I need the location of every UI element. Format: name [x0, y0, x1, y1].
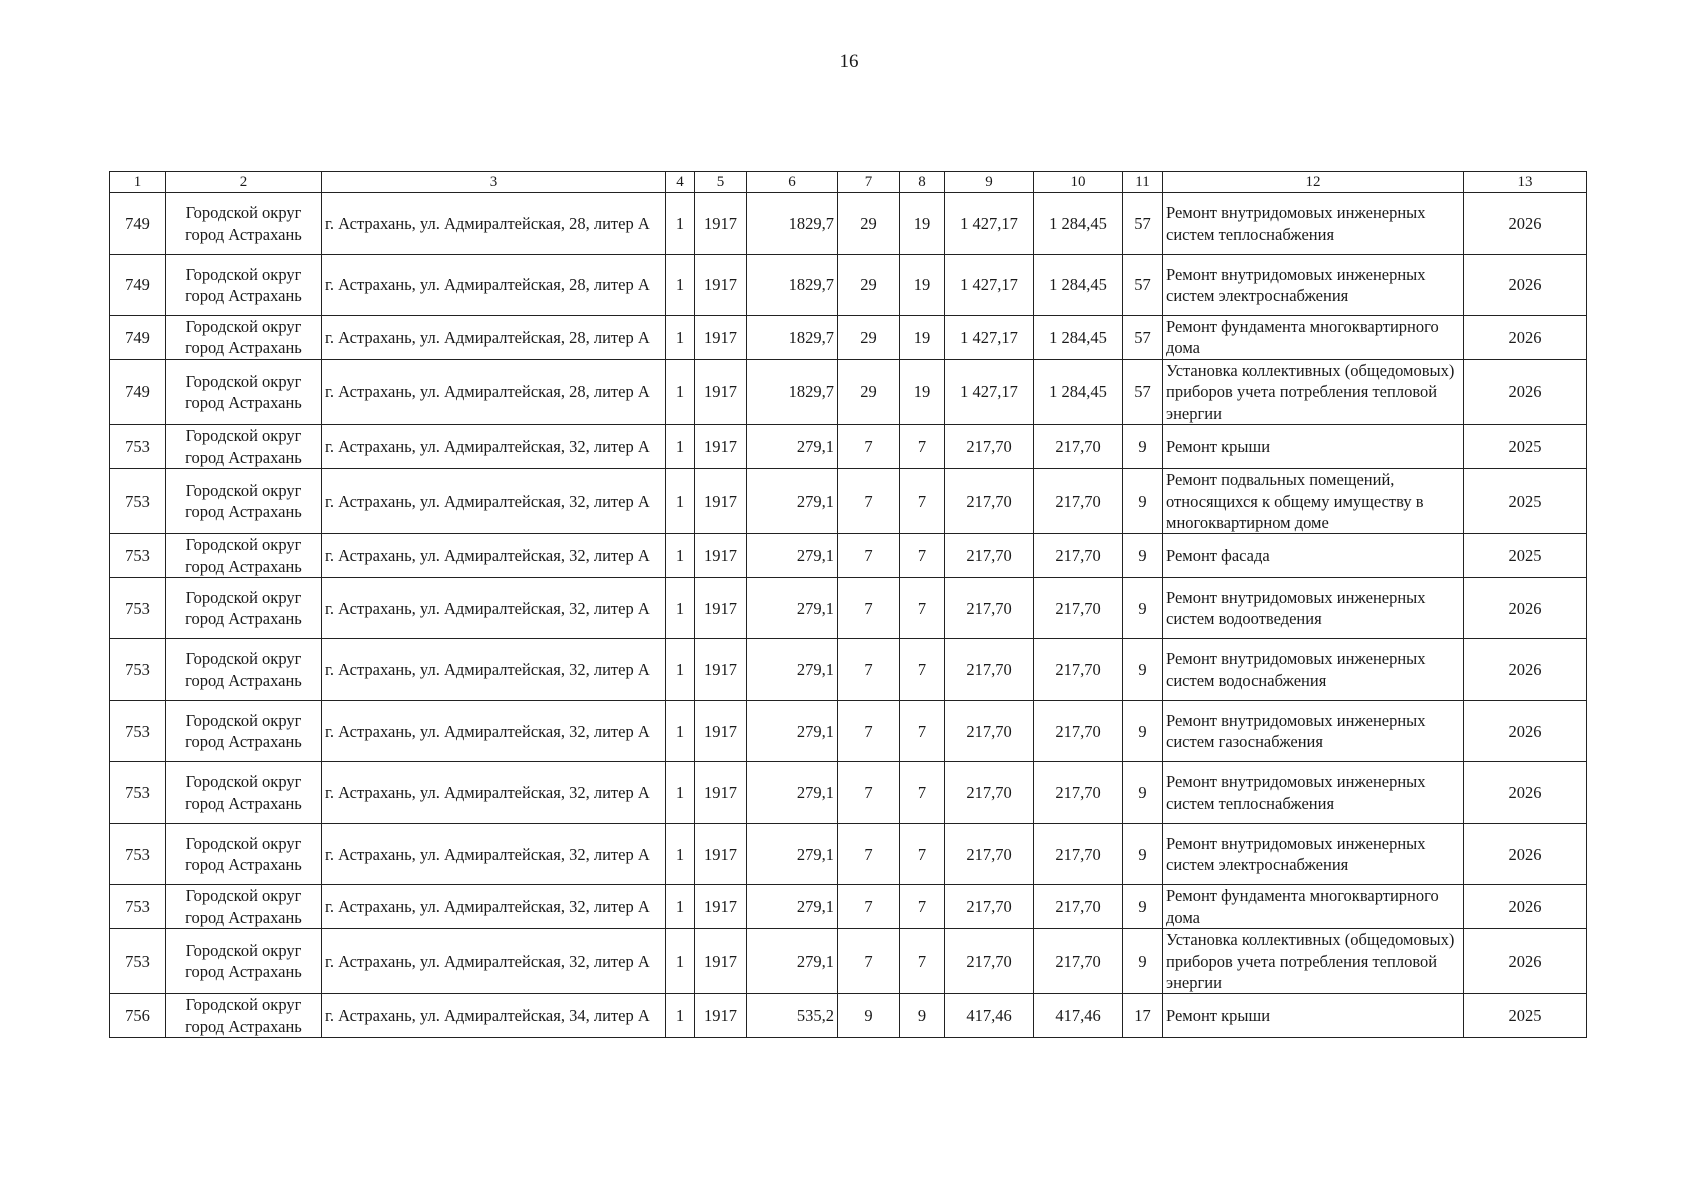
- cell-year: 1917: [695, 193, 747, 255]
- cell-col9: 1 427,17: [945, 316, 1034, 360]
- cell-col9: 217,70: [945, 762, 1034, 824]
- column-header-9: 9: [945, 172, 1034, 193]
- cell-col4: 1: [666, 885, 695, 929]
- table-header: [110, 172, 1587, 193]
- cell-work-type: Ремонт внутридомовых инженерных систем электроснабжения: [1163, 824, 1464, 885]
- cell-year: 1917: [695, 885, 747, 929]
- cell-work-type: Ремонт внутридомовых инженерных систем теплоснабжения: [1163, 193, 1464, 255]
- column-header-12: 12: [1163, 172, 1464, 193]
- cell-col7: 9: [838, 994, 900, 1038]
- table-row: [110, 885, 1587, 929]
- cell-col8: 19: [900, 255, 945, 316]
- cell-plan-year: 2026: [1464, 316, 1587, 360]
- cell-col8: 9: [900, 994, 945, 1038]
- cell-number: 753: [110, 701, 166, 762]
- table-row: [110, 762, 1587, 824]
- cell-col10: 217,70: [1034, 762, 1123, 824]
- cell-plan-year: 2025: [1464, 534, 1587, 578]
- table-row: [110, 425, 1587, 469]
- capital-repair-table: [109, 171, 1587, 1038]
- cell-col11: 9: [1123, 639, 1163, 701]
- cell-col7: 7: [838, 534, 900, 578]
- cell-number: 753: [110, 762, 166, 824]
- cell-col4: 1: [666, 994, 695, 1038]
- cell-col11: 57: [1123, 316, 1163, 360]
- cell-number: 753: [110, 824, 166, 885]
- cell-year: 1917: [695, 762, 747, 824]
- cell-col4: 1: [666, 469, 695, 534]
- cell-col8: 7: [900, 425, 945, 469]
- page-number: 16: [839, 51, 859, 72]
- cell-work-type: Установка коллективных (общедомовых) приборов учета потребления тепловой энергии: [1163, 359, 1464, 424]
- cell-address: г. Астрахань, ул. Адмиралтейская, 28, литер А: [322, 359, 666, 424]
- table-row: [110, 469, 1587, 534]
- cell-year: 1917: [695, 359, 747, 424]
- cell-col11: 9: [1123, 824, 1163, 885]
- cell-area: 279,1: [747, 534, 838, 578]
- cell-col8: 19: [900, 316, 945, 360]
- cell-area: 279,1: [747, 469, 838, 534]
- cell-col8: 19: [900, 193, 945, 255]
- cell-col4: 1: [666, 193, 695, 255]
- cell-col4: 1: [666, 639, 695, 701]
- cell-municipality: Городской округ город Астрахань: [166, 701, 322, 762]
- table-row: [110, 929, 1587, 994]
- cell-col4: 1: [666, 255, 695, 316]
- cell-col11: 9: [1123, 534, 1163, 578]
- cell-col8: 7: [900, 578, 945, 639]
- cell-municipality: Городской округ город Астрахань: [166, 469, 322, 534]
- column-header-13: 13: [1464, 172, 1587, 193]
- column-header-2: 2: [166, 172, 322, 193]
- cell-col7: 7: [838, 701, 900, 762]
- cell-number: 753: [110, 885, 166, 929]
- cell-col8: 7: [900, 885, 945, 929]
- cell-col8: 7: [900, 469, 945, 534]
- cell-area: 279,1: [747, 578, 838, 639]
- cell-col7: 7: [838, 425, 900, 469]
- cell-municipality: Городской округ город Астрахань: [166, 824, 322, 885]
- cell-municipality: Городской округ город Астрахань: [166, 929, 322, 994]
- cell-address: г. Астрахань, ул. Адмиралтейская, 32, литер А: [322, 929, 666, 994]
- cell-address: г. Астрахань, ул. Адмиралтейская, 32, литер А: [322, 469, 666, 534]
- cell-col9: 217,70: [945, 469, 1034, 534]
- table-row: [110, 994, 1587, 1038]
- table-row: [110, 534, 1587, 578]
- cell-municipality: Городской округ город Астрахань: [166, 639, 322, 701]
- cell-col10: 217,70: [1034, 885, 1123, 929]
- cell-number: 749: [110, 193, 166, 255]
- cell-address: г. Астрахань, ул. Адмиралтейская, 32, литер А: [322, 824, 666, 885]
- cell-municipality: Городской округ город Астрахань: [166, 425, 322, 469]
- cell-col11: 9: [1123, 425, 1163, 469]
- cell-year: 1917: [695, 929, 747, 994]
- cell-col7: 7: [838, 885, 900, 929]
- cell-col11: 9: [1123, 929, 1163, 994]
- cell-col11: 9: [1123, 701, 1163, 762]
- cell-number: 749: [110, 359, 166, 424]
- cell-address: г. Астрахань, ул. Адмиралтейская, 32, литер А: [322, 425, 666, 469]
- cell-col7: 29: [838, 316, 900, 360]
- cell-address: г. Астрахань, ул. Адмиралтейская, 28, литер А: [322, 255, 666, 316]
- cell-plan-year: 2026: [1464, 929, 1587, 994]
- cell-col11: 9: [1123, 469, 1163, 534]
- cell-area: 535,2: [747, 994, 838, 1038]
- cell-col8: 7: [900, 534, 945, 578]
- cell-col7: 7: [838, 762, 900, 824]
- cell-col10: 1 284,45: [1034, 359, 1123, 424]
- cell-col7: 7: [838, 929, 900, 994]
- cell-number: 753: [110, 639, 166, 701]
- cell-year: 1917: [695, 578, 747, 639]
- cell-number: 753: [110, 929, 166, 994]
- cell-col7: 29: [838, 193, 900, 255]
- cell-col11: 57: [1123, 255, 1163, 316]
- cell-work-type: Ремонт фундамента многоквартирного дома: [1163, 316, 1464, 360]
- cell-area: 279,1: [747, 824, 838, 885]
- column-header-8: 8: [900, 172, 945, 193]
- cell-col9: 217,70: [945, 425, 1034, 469]
- cell-col9: 1 427,17: [945, 255, 1034, 316]
- cell-col7: 7: [838, 639, 900, 701]
- cell-col10: 217,70: [1034, 534, 1123, 578]
- cell-number: 749: [110, 255, 166, 316]
- cell-area: 1829,7: [747, 193, 838, 255]
- header-row: [110, 172, 1587, 193]
- cell-col4: 1: [666, 359, 695, 424]
- cell-col10: 1 284,45: [1034, 255, 1123, 316]
- cell-col8: 7: [900, 639, 945, 701]
- cell-year: 1917: [695, 824, 747, 885]
- cell-col11: 9: [1123, 885, 1163, 929]
- cell-address: г. Астрахань, ул. Адмиралтейская, 32, литер А: [322, 701, 666, 762]
- cell-municipality: Городской округ город Астрахань: [166, 578, 322, 639]
- cell-plan-year: 2026: [1464, 762, 1587, 824]
- cell-col9: 1 427,17: [945, 359, 1034, 424]
- cell-col9: 217,70: [945, 824, 1034, 885]
- cell-col9: 217,70: [945, 885, 1034, 929]
- table-row: [110, 193, 1587, 255]
- cell-col4: 1: [666, 534, 695, 578]
- table-row: [110, 639, 1587, 701]
- cell-plan-year: 2026: [1464, 885, 1587, 929]
- cell-col9: 217,70: [945, 701, 1034, 762]
- cell-area: 279,1: [747, 929, 838, 994]
- cell-municipality: Городской округ город Астрахань: [166, 762, 322, 824]
- cell-area: 1829,7: [747, 316, 838, 360]
- cell-number: 749: [110, 316, 166, 360]
- cell-col7: 7: [838, 824, 900, 885]
- cell-municipality: Городской округ город Астрахань: [166, 359, 322, 424]
- cell-col8: 19: [900, 359, 945, 424]
- cell-col8: 7: [900, 929, 945, 994]
- cell-plan-year: 2025: [1464, 994, 1587, 1038]
- table-row: [110, 255, 1587, 316]
- cell-col10: 417,46: [1034, 994, 1123, 1038]
- column-header-11: 11: [1123, 172, 1163, 193]
- cell-plan-year: 2026: [1464, 578, 1587, 639]
- table-row: [110, 701, 1587, 762]
- cell-work-type: Ремонт внутридомовых инженерных систем электроснабжения: [1163, 255, 1464, 316]
- cell-year: 1917: [695, 316, 747, 360]
- cell-col11: 57: [1123, 359, 1163, 424]
- cell-area: 1829,7: [747, 255, 838, 316]
- cell-col4: 1: [666, 316, 695, 360]
- cell-year: 1917: [695, 701, 747, 762]
- cell-plan-year: 2026: [1464, 701, 1587, 762]
- cell-year: 1917: [695, 469, 747, 534]
- cell-address: г. Астрахань, ул. Адмиралтейская, 32, литер А: [322, 639, 666, 701]
- cell-col11: 9: [1123, 578, 1163, 639]
- column-header-7: 7: [838, 172, 900, 193]
- cell-col7: 29: [838, 359, 900, 424]
- cell-plan-year: 2026: [1464, 824, 1587, 885]
- cell-col10: 217,70: [1034, 701, 1123, 762]
- cell-work-type: Ремонт фасада: [1163, 534, 1464, 578]
- cell-col4: 1: [666, 425, 695, 469]
- cell-work-type: Ремонт фундамента многоквартирного дома: [1163, 885, 1464, 929]
- cell-plan-year: 2025: [1464, 425, 1587, 469]
- cell-col10: 217,70: [1034, 929, 1123, 994]
- cell-col4: 1: [666, 824, 695, 885]
- cell-col10: 1 284,45: [1034, 193, 1123, 255]
- cell-area: 279,1: [747, 639, 838, 701]
- cell-col8: 7: [900, 762, 945, 824]
- cell-address: г. Астрахань, ул. Адмиралтейская, 34, литер А: [322, 994, 666, 1038]
- cell-number: 753: [110, 469, 166, 534]
- cell-col10: 217,70: [1034, 425, 1123, 469]
- table-row: [110, 578, 1587, 639]
- cell-col9: 217,70: [945, 929, 1034, 994]
- cell-work-type: Ремонт внутридомовых инженерных систем газоснабжения: [1163, 701, 1464, 762]
- cell-area: 279,1: [747, 762, 838, 824]
- cell-col9: 217,70: [945, 534, 1034, 578]
- column-header-6: 6: [747, 172, 838, 193]
- cell-area: 279,1: [747, 885, 838, 929]
- column-header-3: 3: [322, 172, 666, 193]
- cell-year: 1917: [695, 534, 747, 578]
- cell-number: 753: [110, 578, 166, 639]
- cell-year: 1917: [695, 255, 747, 316]
- column-header-4: 4: [666, 172, 695, 193]
- cell-col9: 417,46: [945, 994, 1034, 1038]
- cell-address: г. Астрахань, ул. Адмиралтейская, 32, литер А: [322, 762, 666, 824]
- column-header-5: 5: [695, 172, 747, 193]
- cell-col10: 217,70: [1034, 578, 1123, 639]
- cell-col9: 217,70: [945, 578, 1034, 639]
- cell-year: 1917: [695, 425, 747, 469]
- cell-col7: 29: [838, 255, 900, 316]
- cell-work-type: Ремонт крыши: [1163, 425, 1464, 469]
- table-body: [110, 193, 1587, 1038]
- cell-col8: 7: [900, 701, 945, 762]
- cell-col10: 217,70: [1034, 469, 1123, 534]
- cell-number: 753: [110, 425, 166, 469]
- cell-col9: 217,70: [945, 639, 1034, 701]
- cell-plan-year: 2026: [1464, 255, 1587, 316]
- cell-col11: 17: [1123, 994, 1163, 1038]
- cell-col11: 57: [1123, 193, 1163, 255]
- cell-col4: 1: [666, 578, 695, 639]
- cell-address: г. Астрахань, ул. Адмиралтейская, 32, литер А: [322, 534, 666, 578]
- cell-area: 1829,7: [747, 359, 838, 424]
- cell-col4: 1: [666, 701, 695, 762]
- cell-number: 756: [110, 994, 166, 1038]
- cell-plan-year: 2025: [1464, 469, 1587, 534]
- cell-address: г. Астрахань, ул. Адмиралтейская, 32, литер А: [322, 885, 666, 929]
- cell-work-type: Ремонт крыши: [1163, 994, 1464, 1038]
- cell-number: 753: [110, 534, 166, 578]
- cell-year: 1917: [695, 994, 747, 1038]
- cell-municipality: Городской округ город Астрахань: [166, 994, 322, 1038]
- column-header-10: 10: [1034, 172, 1123, 193]
- cell-col7: 7: [838, 578, 900, 639]
- cell-year: 1917: [695, 639, 747, 701]
- cell-municipality: Городской округ город Астрахань: [166, 885, 322, 929]
- cell-municipality: Городской округ город Астрахань: [166, 255, 322, 316]
- cell-work-type: Установка коллективных (общедомовых) приборов учета потребления тепловой энергии: [1163, 929, 1464, 994]
- table-row: [110, 316, 1587, 360]
- cell-col4: 1: [666, 929, 695, 994]
- cell-address: г. Астрахань, ул. Адмиралтейская, 28, литер А: [322, 193, 666, 255]
- cell-address: г. Астрахань, ул. Адмиралтейская, 32, литер А: [322, 578, 666, 639]
- cell-municipality: Городской округ город Астрахань: [166, 316, 322, 360]
- cell-plan-year: 2026: [1464, 639, 1587, 701]
- cell-col7: 7: [838, 469, 900, 534]
- cell-col4: 1: [666, 762, 695, 824]
- cell-area: 279,1: [747, 425, 838, 469]
- cell-work-type: Ремонт внутридомовых инженерных систем водоснабжения: [1163, 639, 1464, 701]
- cell-plan-year: 2026: [1464, 359, 1587, 424]
- cell-work-type: Ремонт внутридомовых инженерных систем водоотведения: [1163, 578, 1464, 639]
- cell-col9: 1 427,17: [945, 193, 1034, 255]
- cell-col10: 1 284,45: [1034, 316, 1123, 360]
- cell-col10: 217,70: [1034, 824, 1123, 885]
- table-row: [110, 824, 1587, 885]
- cell-area: 279,1: [747, 701, 838, 762]
- cell-municipality: Городской округ город Астрахань: [166, 193, 322, 255]
- cell-municipality: Городской округ город Астрахань: [166, 534, 322, 578]
- cell-work-type: Ремонт подвальных помещений, относящихся к общему имуществу в многоквартирном доме: [1163, 469, 1464, 534]
- cell-col8: 7: [900, 824, 945, 885]
- cell-col11: 9: [1123, 762, 1163, 824]
- cell-address: г. Астрахань, ул. Адмиралтейская, 28, литер А: [322, 316, 666, 360]
- table-row: [110, 359, 1587, 424]
- column-header-1: 1: [110, 172, 166, 193]
- cell-work-type: Ремонт внутридомовых инженерных систем теплоснабжения: [1163, 762, 1464, 824]
- cell-plan-year: 2026: [1464, 193, 1587, 255]
- cell-col10: 217,70: [1034, 639, 1123, 701]
